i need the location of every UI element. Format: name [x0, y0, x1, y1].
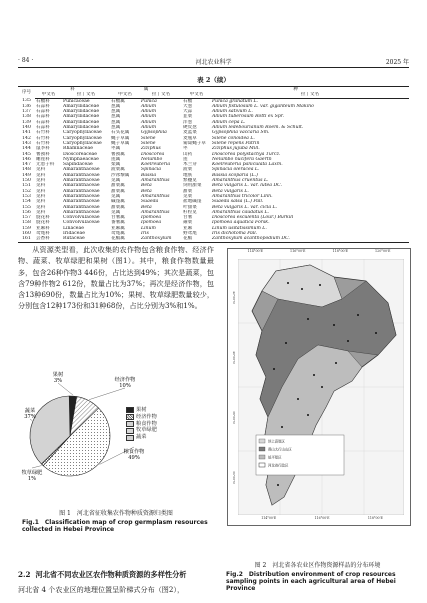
hebei-map: [238, 259, 404, 515]
cell-family-cn: 苋科: [36, 188, 46, 194]
cell-species-cn: 蕹菜: [183, 220, 193, 226]
cell-genus-latin: Allium: [141, 119, 157, 125]
legend-item-vegetable: [126, 434, 157, 441]
map-axis-label: 36°00'N: [232, 470, 236, 484]
cell-species-cn: 甘薯: [183, 215, 193, 221]
cell-family-latin: Amaranthaceae: [63, 209, 100, 215]
cell-genus-cn: 甜菜属: [111, 188, 125, 194]
cell-family-latin: Amaranthaceae: [63, 183, 100, 189]
legend-swatch: [259, 455, 265, 459]
cell-family-cn: 苋科: [36, 204, 46, 210]
cell-seq: 160: [22, 231, 31, 237]
legend-swatch: [126, 421, 134, 427]
cell-family-cn: 石竹科: [36, 130, 50, 136]
cell-family-latin: Iridaceae: [63, 231, 85, 237]
cell-species-latin: Amaranthus cruentus L.: [212, 178, 269, 184]
cell-genus-latin: Gypsophila: [141, 130, 167, 136]
cell-seq: 140: [22, 125, 31, 131]
fig1-caption-cn: 图 1 河北省征收集农作物种质资源归类图: [59, 510, 173, 517]
map-axis-label: 40°00'N: [232, 350, 236, 364]
cell-family-latin: Linaceae: [63, 225, 84, 231]
cell-family-latin: Punicaceae: [63, 98, 90, 104]
running-header: [18, 57, 409, 66]
cell-seq: 157: [22, 215, 31, 221]
col-seq: 序号: [18, 87, 35, 99]
cell-species-cn: 匍匐蝇子草: [183, 140, 207, 146]
cell-genus-cn: 沙冰藜属: [111, 172, 130, 178]
cell-genus-cn: 葱属: [111, 125, 121, 131]
cell-family-latin: Nymphaeaceae: [63, 156, 99, 162]
map-axis-label: 114°00'E: [247, 249, 263, 253]
map-axis-label: 116°00'E: [314, 516, 330, 520]
cell-family-cn: 睡莲科: [36, 156, 50, 162]
cell-genus-cn: 苋属: [111, 178, 121, 184]
map-legend-label: 燕山太行山山区: [268, 447, 292, 452]
cell-family-cn: 石蒜科: [36, 103, 50, 109]
col-species: 种: [182, 87, 409, 93]
cell-genus-cn: 薯蓣属: [111, 151, 125, 157]
cell-family-cn: 苋科: [36, 209, 46, 215]
cell-family-latin: Convolvulaceae: [63, 220, 100, 226]
cell-genus-latin: Beta: [141, 188, 152, 194]
cell-seq: 148: [22, 167, 31, 173]
pie-label: 37%: [24, 414, 36, 420]
cell-species-cn: 叶甜菜: [183, 204, 197, 210]
cell-species-cn: 亚麻: [183, 225, 193, 231]
table-caption: 表 2（续）: [197, 76, 230, 84]
cell-family-latin: Amaranthaceae: [63, 167, 100, 173]
cell-genus-latin: Allium: [141, 114, 157, 120]
cell-seq: 135: [22, 98, 31, 104]
cell-seq: 139: [22, 119, 31, 125]
cell-genus-latin: Beta: [141, 204, 152, 210]
cell-family-cn: 石竹科: [36, 140, 50, 146]
cell-family-cn: 苋科: [36, 183, 46, 189]
map-axis-label: 38°00'N: [232, 410, 236, 424]
col-genus-cn: 中文名: [110, 92, 140, 98]
cell-species-cn: 盐地碱蓬: [183, 199, 202, 205]
species-table: [18, 86, 409, 243]
cell-genus-cn: 石头花属: [111, 130, 130, 136]
legend-label: 果树: [136, 407, 147, 413]
cell-species-latin: Amaranthus tricolor Linn.: [212, 193, 273, 199]
cell-family-cn: 石蒜科: [36, 114, 50, 120]
table-row: [18, 236, 409, 242]
cell-genus-latin: Ziziphus: [141, 146, 161, 152]
cell-seq: 136: [22, 103, 31, 109]
cell-species-latin: Punica granatum L.: [212, 98, 258, 104]
header-rule: [18, 67, 409, 68]
cell-family-cn: 石榴科: [36, 98, 50, 104]
page-number: · 84 ·: [18, 57, 34, 64]
cell-family-latin: Amaryllidaceae: [63, 125, 100, 131]
cell-seq: 152: [22, 188, 31, 194]
section-heading: [18, 570, 186, 580]
table-body: [18, 98, 409, 242]
body-paragraph: [18, 244, 214, 312]
cell-seq: 138: [22, 114, 31, 120]
cell-family-cn: 石蒜科: [36, 119, 50, 125]
cell-species-latin: Silene conoidea L.: [212, 135, 255, 141]
cell-family-latin: Amaryllidaceae: [63, 109, 100, 115]
cell-genus-latin: Beta: [141, 183, 152, 189]
map-axis-label: 120°00'E: [375, 249, 391, 253]
cell-genus-latin: Allium: [141, 103, 157, 109]
cell-family-latin: Convolvulaceae: [63, 215, 100, 221]
map-axis-label: 118°00'E: [367, 516, 383, 520]
cell-seq: 161: [18, 236, 35, 242]
cell-genus-latin: Allium: [141, 125, 157, 131]
cell-family-cn: 芸香科: [35, 236, 62, 242]
col-species-latin: 拉丁文名: [211, 92, 409, 98]
cell-species-cn: 硬皮葱: [183, 125, 197, 131]
cell-species-cn: 枣: [183, 146, 188, 152]
cell-genus-latin: Iris: [141, 231, 149, 237]
cell-species-latin: Beta vulgaris L. var. lutea DC.: [212, 183, 282, 189]
cell-species-latin: Dioscorea esculenta (Lour.) Burkill: [212, 215, 294, 221]
cell-seq: 147: [22, 162, 31, 168]
map-axis-label: 118°00'E: [332, 249, 348, 253]
cell-species-latin: Nelumbo nucifera Gaertn: [212, 156, 272, 162]
journal-name: 河北农业科学: [195, 59, 232, 66]
map-axis-label: 42°00'N: [232, 290, 236, 304]
cell-species-cn: 繁穗苋: [183, 178, 197, 184]
cell-family-latin: Amaryllidaceae: [63, 103, 100, 109]
cell-family-cn: 薯蓣科: [36, 151, 50, 157]
cell-seq: 158: [22, 220, 31, 226]
cell-seq: 137: [22, 109, 31, 115]
cell-seq: 141: [22, 130, 31, 136]
cell-species-cn: 木兰芽: [183, 162, 197, 168]
cell-species-cn: 麦瓶草: [183, 135, 197, 141]
map-legend-label: 河北省行政区: [268, 463, 289, 468]
cell-species-latin: Allium ledebourianum Roem. & Schult.: [212, 125, 304, 131]
legend-label: 牧草绿肥: [136, 427, 157, 434]
map-axis-label: 114°00'E: [261, 516, 277, 520]
cell-family-latin: Dioscoreaceae: [63, 151, 98, 157]
cell-genus-cn: 碱蓬属: [111, 199, 125, 205]
cell-family-latin: Amaranthaceae: [63, 172, 100, 178]
cell-family-cn: 石蒜科: [36, 109, 50, 115]
legend-label: 经济作物: [136, 413, 157, 420]
cell-species-latin: Allium tuberosum Rottl ex Spr.: [212, 114, 284, 120]
col-family: 科: [35, 87, 110, 93]
cell-genus-latin: Ipomoea: [141, 220, 162, 226]
cell-seq: 149: [22, 172, 31, 178]
map-legend: [256, 435, 344, 475]
cell-species-cn: 菠菜: [183, 167, 193, 173]
cell-seq: 154: [22, 199, 31, 205]
cell-family-cn: 旋花科: [36, 215, 50, 221]
cell-species-latin: Ziziphus jujuba Mill.: [212, 146, 260, 152]
cell-species-cn: 山药: [183, 151, 193, 157]
legend-swatch: [126, 428, 134, 434]
cell-species-latin: Silene repens Patrin: [212, 140, 260, 146]
cell-family-cn: 苋科: [36, 167, 46, 173]
cell-genus-cn: 葱属: [111, 109, 121, 115]
cell-genus-cn: 苋属: [111, 209, 121, 215]
col-genus: 属: [110, 87, 182, 93]
cell-species-cn: 洋葱: [183, 119, 193, 125]
cell-genus-latin: Silene: [141, 135, 156, 141]
cell-family-latin: Amaranthaceae: [63, 199, 100, 205]
cell-family-latin: Caryophyllaceae: [63, 140, 102, 146]
cell-genus-cn: 石榴属: [111, 98, 125, 104]
cell-species-latin: Allium sativum L.: [212, 109, 253, 115]
cell-genus-cn: 葱属: [111, 119, 121, 125]
map-axis-label: 116°00'E: [290, 249, 306, 253]
cell-seq: 155: [22, 204, 31, 210]
cell-genus-latin: Spinacia: [141, 167, 162, 173]
col-family-cn: 中文名: [35, 92, 62, 98]
cell-genus-latin: Amaranthus: [141, 193, 170, 199]
cell-species-latin: Linum usitatissimum L.: [212, 225, 267, 231]
cell-seq: 159: [22, 225, 31, 231]
cell-species-cn: 甜菜: [183, 188, 193, 194]
cell-genus-latin: Amaranthus: [141, 178, 170, 184]
pie-label: 3%: [53, 378, 63, 384]
cell-family-latin: Rutaceae: [62, 236, 110, 242]
cell-species-cn: 麦蓝菜: [183, 130, 197, 136]
pie-leader-line: [58, 383, 73, 395]
cell-species-cn: 饲用甜菜: [183, 183, 202, 189]
cell-family-latin: Amaryllidaceae: [63, 119, 100, 125]
legend-label: 蔬菜: [136, 434, 147, 441]
section-number: 2.2: [18, 570, 31, 579]
pie-leader-line: [32, 466, 42, 468]
cell-genus-latin: Amaranthus: [141, 209, 170, 215]
cell-genus-cn: 甘薯属: [111, 215, 125, 221]
pie-label: 10%: [119, 383, 131, 389]
map-legend-label: 坝上高原区: [268, 439, 285, 444]
col-family-latin: 拉丁文名: [62, 92, 110, 98]
cell-family-latin: Amaryllidaceae: [63, 114, 100, 120]
cell-seq: 151: [22, 183, 31, 189]
cell-species-cn: 苋菜: [183, 193, 193, 199]
cell-family-cn: 无患子科: [36, 162, 55, 168]
cell-seq: 153: [22, 193, 31, 199]
cell-species-latin: Beta vulgaris L. var. cicla L.: [212, 204, 278, 210]
cell-genus-cn: 莲属: [111, 156, 121, 162]
cell-genus-latin: Zanthoxylum: [140, 236, 182, 242]
col-genus-latin: 拉丁文名: [140, 92, 182, 98]
cell-species-cn: 大蒜: [183, 109, 193, 115]
pie-label: 经济作物: [114, 377, 136, 383]
cell-seq: 142: [22, 135, 31, 141]
legend-swatch: [126, 435, 134, 441]
fig2-caption-cn: 图 2 河北省各农业区作物资源样品的分布环境: [254, 562, 381, 569]
cell-genus-cn: 番薯属: [111, 220, 125, 226]
cell-family-cn: 石竹科: [36, 135, 50, 141]
legend-label: 粮食作物: [136, 420, 157, 427]
cell-genus-cn: 亚麻属: [111, 225, 125, 231]
legend-item-economic: [126, 414, 157, 421]
cell-species-cn: 石榴: [183, 98, 193, 104]
cell-species-cn: 地肤: [183, 172, 193, 178]
cell-genus-cn: 甜菜属: [111, 183, 125, 189]
cell-species-latin: Zanthoxylum acanthopodium DC.: [211, 236, 409, 242]
legend-item-fruit: [126, 407, 157, 414]
cell-species-latin: Koelreuteria paniculata Laxm.: [212, 162, 283, 168]
cell-family-latin: Rhamnaceae: [63, 146, 93, 152]
fig1-caption-en: Fig.1 Classification map of crop germplasm resources collected in Hebei Province: [22, 519, 208, 533]
cell-genus-latin: Allium: [141, 109, 157, 115]
cell-family-cn: 石蒜科: [36, 125, 50, 131]
cell-family-latin: Amaranthaceae: [63, 188, 100, 194]
cell-genus-latin: Koelreuteria: [141, 162, 171, 168]
cell-species-latin: Bassia scoparia (L.): [212, 172, 258, 178]
pie-legend: [126, 407, 157, 441]
pie-leader-line: [89, 388, 125, 400]
fig2-map-frame: [227, 248, 411, 526]
cell-genus-latin: Silene: [141, 140, 156, 146]
fig2-caption-en: Fig.2 Distribution environment of crop resources sampling points in each agricultural area of Hebei Province: [226, 571, 396, 592]
cell-seq: 145: [22, 151, 31, 157]
pie-label: 果树: [52, 372, 64, 378]
cell-species-cn: 韭菜: [183, 114, 193, 120]
cell-seq: 144: [22, 146, 31, 152]
cell-family-cn: 苋科: [36, 193, 46, 199]
cell-species-latin: Iris dichotoma Pall.: [212, 231, 258, 237]
section-text: [18, 585, 214, 595]
cell-genus-cn: 苋属: [111, 193, 121, 199]
cell-seq: 150: [22, 178, 31, 184]
cell-family-cn: 鼠李科: [36, 146, 50, 152]
cell-species-cn: 野鸢尾: [183, 231, 197, 237]
legend-swatch: [259, 463, 265, 467]
cell-seq: 156: [22, 209, 31, 215]
cell-family-latin: Caryophyllaceae: [63, 130, 102, 136]
cell-seq: 146: [22, 156, 31, 162]
cell-genus-cn: 甜菜属: [111, 204, 125, 210]
cell-family-cn: 苋科: [36, 178, 46, 184]
cell-species-latin: Beta vulgaris L.: [212, 188, 249, 194]
cell-family-latin: Amaranthaceae: [63, 204, 100, 210]
cell-species-cn: 莲: [183, 156, 188, 162]
cell-species-latin: Spinacia oleracea L.: [212, 167, 260, 173]
section-title: 河北省不同农业区农作物种质资源的多样性分析: [35, 570, 187, 579]
map-bottom-axis: [242, 516, 402, 523]
col-species-cn: 中文名: [182, 92, 211, 98]
section-text-line: 河北省 4 个农业区的地理位置呈阶梯式分布（图2），: [18, 585, 185, 594]
cell-genus-cn: 枣属: [111, 146, 121, 152]
pie-slices: [30, 396, 110, 476]
cell-family-latin: Amaranthaceae: [63, 178, 100, 184]
cell-species-cn: 籽粒苋: [183, 209, 197, 215]
map-side-axis: [228, 267, 236, 507]
cell-genus-latin: Punica: [141, 98, 157, 104]
cell-species-cn: 大葱: [183, 103, 193, 109]
cell-family-cn: 鸢尾科: [36, 231, 50, 237]
cell-genus-latin: Bassia: [141, 172, 157, 178]
map-legend-label: 低平原区: [268, 455, 282, 460]
cell-genus-cn: 花椒属: [110, 236, 140, 242]
body-text: 从资源类型看，此次收集的农作物包含粮食作物、经济作物、蔬菜、牧草绿肥和果树（图1）。其中，粮食作物数量最多，包含26种作物3 446份，占比达到49%；其次是蔬菜，包含79种作物2 612份，数量占比为37%；再次是经济作物，包含13种690份，数量占比为10%；果树、牧草绿肥数量较少，分别包含12种173份和31种68份，占比分别为3%和1%。: [18, 245, 214, 311]
cell-genus-cn: 蝇子草属: [111, 140, 130, 146]
cell-genus-cn: 鸢尾属: [111, 231, 125, 237]
pie-label: 1%: [27, 476, 37, 482]
cell-genus-cn: 栾属: [111, 162, 121, 168]
fig1-pie-chart: [18, 338, 214, 488]
legend-swatch: [126, 414, 134, 420]
journal-year: 2025 年: [385, 59, 409, 66]
cell-genus-latin: Ipomoea: [141, 215, 162, 221]
cell-family-latin: Sapindaceae: [63, 162, 93, 168]
cell-family-cn: 亚麻科: [36, 225, 50, 231]
cell-genus-cn: 蝇子草属: [111, 135, 130, 141]
cell-species-latin: Suaeda salsa (L.) Pall.: [212, 199, 264, 205]
legend-swatch: [259, 439, 265, 443]
pie-label: 牧草绿肥: [21, 470, 43, 476]
cell-family-latin: Amaranthaceae: [63, 193, 100, 199]
legend-swatch: [126, 407, 134, 413]
cell-family-cn: 苋科: [36, 199, 46, 205]
cell-genus-latin: Dioscorea: [141, 151, 165, 157]
cell-seq: 143: [22, 140, 31, 146]
cell-species-latin: Allium fistulosum L. var. giganteum Makino: [212, 103, 314, 109]
cell-family-latin: Caryophyllaceae: [63, 135, 102, 141]
cell-species-latin: Allium cepa L.: [212, 119, 246, 125]
cell-genus-latin: Linum: [141, 225, 156, 231]
legend-swatch: [259, 447, 265, 451]
pie-label: 蔬菜: [24, 408, 36, 414]
cell-genus-latin: Nelumbo: [141, 156, 163, 162]
cell-genus-cn: 葱属: [111, 103, 121, 109]
cell-genus-latin: Suaeda: [141, 199, 159, 205]
cell-species-latin: Dioscorea polystachya Turcz.: [212, 151, 281, 157]
cell-species-latin: Gypsophila vaccaria Sm.: [212, 130, 270, 136]
map-top-axis: [234, 249, 404, 257]
cell-species-latin: Amaranthus caudatus L.: [212, 209, 270, 215]
cell-species-cn: 花椒: [182, 236, 211, 242]
cell-genus-cn: 菠菜属: [111, 167, 125, 173]
cell-family-cn: 旋花科: [36, 220, 50, 226]
cell-genus-cn: 葱属: [111, 114, 121, 120]
pie-label: 粮食作物: [123, 449, 145, 455]
cell-family-cn: 苋科: [36, 172, 46, 178]
cell-species-latin: Ipomoea aquatica Forsk.: [212, 220, 270, 226]
pie-label: 49%: [128, 455, 140, 461]
